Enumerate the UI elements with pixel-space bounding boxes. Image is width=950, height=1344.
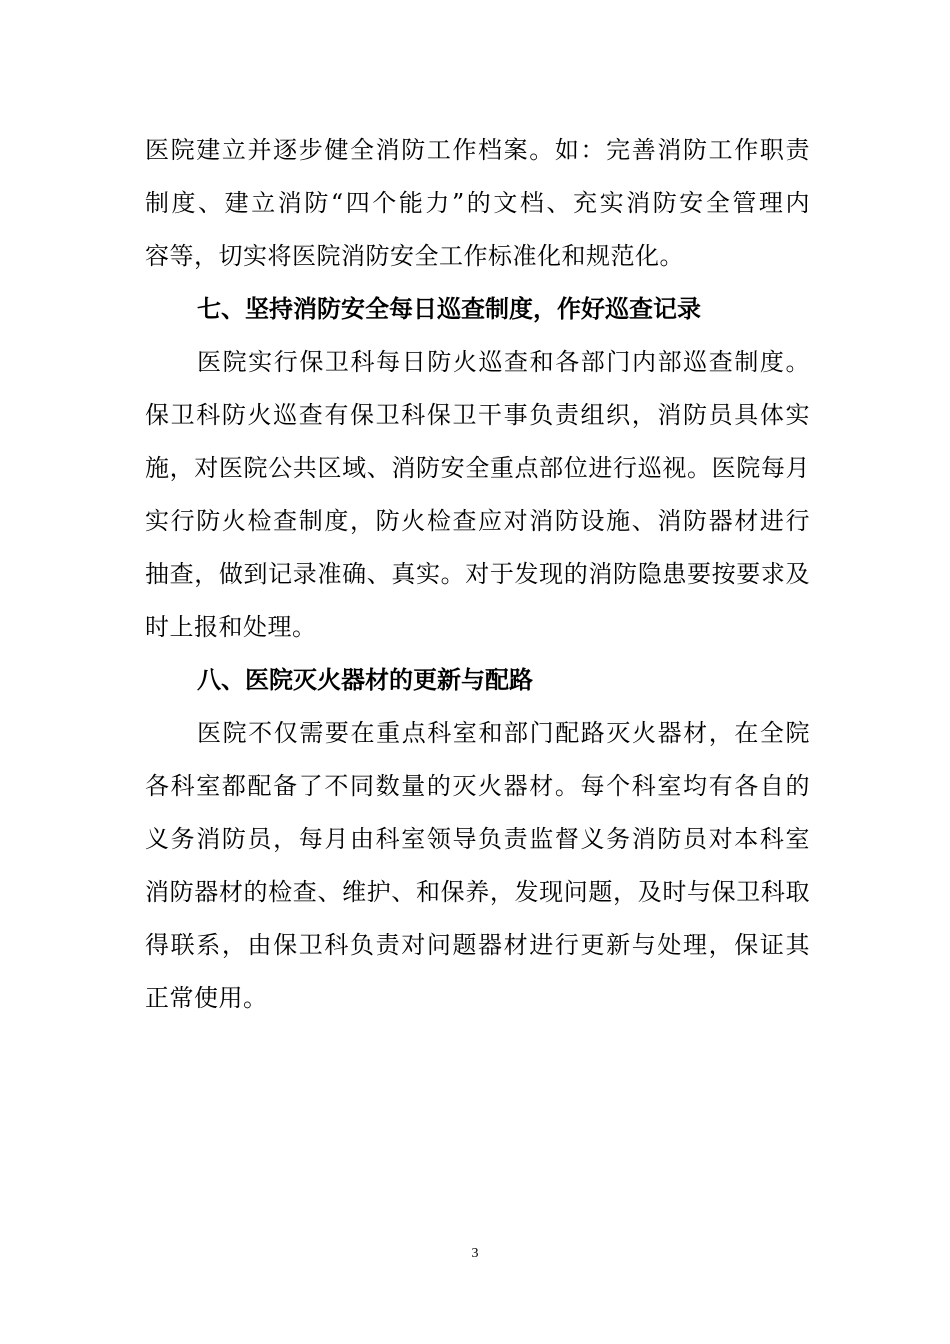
section-heading-8: 八、医院灭火器材的更新与配路 xyxy=(197,666,533,694)
paragraph-line: 实行防火检查制度，防火检查应对消防设施、消防器材进行 xyxy=(145,507,810,535)
paragraph-line: 制度、建立消防“四个能力”的文档、充实消防安全管理内 xyxy=(145,189,810,217)
paragraph-line: 容等，切实将医院消防安全工作标准化和规范化。 xyxy=(145,242,684,270)
paragraph-extinguisher-update xyxy=(145,707,810,1025)
paragraph-line: 消防器材的检查、维护、和保养，发现问题，及时与保卫科取 xyxy=(145,878,810,906)
paragraph-line: 义务消防员，每月由科室领导负责监督义务消防员对本科室 xyxy=(145,825,810,853)
paragraph-line: 施，对医院公共区域、消防安全重点部位进行巡视。医院每月 xyxy=(145,454,810,482)
paragraph-line: 各科室都配备了不同数量的灭火器材。每个科室均有各自的 xyxy=(145,772,810,800)
paragraph-line: 医院不仅需要在重点科室和部门配路灭火器材，在全院 xyxy=(197,719,810,747)
paragraph-line: 正常使用。 xyxy=(145,984,268,1012)
section-heading-7: 七、坚持消防安全每日巡查制度，作好巡查记录 xyxy=(197,295,701,323)
paragraph-line: 得联系，由保卫科负责对问题器材进行更新与处理，保证其 xyxy=(145,931,810,959)
document-body xyxy=(145,124,810,1025)
paragraph-archives xyxy=(145,124,810,283)
paragraph-line: 时上报和处理。 xyxy=(145,613,317,641)
paragraph-line: 抽查，做到记录准确、真实。对于发现的消防隐患要按要求及 xyxy=(145,560,810,588)
paragraph-line: 医院建立并逐步健全消防工作档案。如：完善消防工作职责 xyxy=(145,136,810,164)
paragraph-line: 保卫科防火巡查有保卫科保卫干事负责组织，消防员具体实 xyxy=(145,401,810,429)
paragraph-line: 医院实行保卫科每日防火巡查和各部门内部巡查制度。 xyxy=(197,348,810,376)
page-number: 3 xyxy=(471,1246,479,1261)
paragraph-daily-patrol xyxy=(145,336,810,654)
